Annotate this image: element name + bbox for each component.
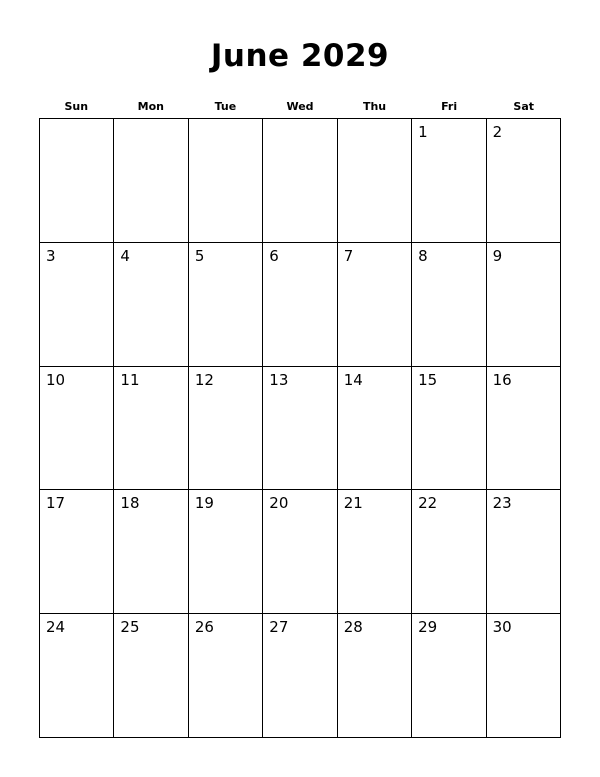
day-cell xyxy=(114,119,188,243)
day-number: 20 xyxy=(269,494,289,513)
day-cell xyxy=(487,243,561,367)
day-cell xyxy=(263,243,337,367)
day-cell xyxy=(487,490,561,614)
weekday-label: Thu xyxy=(362,100,387,113)
day-cell xyxy=(189,243,263,367)
day-cell xyxy=(487,119,561,243)
day-cell xyxy=(338,119,412,243)
calendar-grid xyxy=(39,118,561,738)
day-cell xyxy=(40,614,114,738)
day-number: 24 xyxy=(46,618,66,637)
day-number: 4 xyxy=(120,246,130,265)
day-number: 14 xyxy=(343,370,363,389)
weekday-label: Mon xyxy=(137,100,165,113)
day-cell xyxy=(40,243,114,367)
day-number: 28 xyxy=(343,618,363,637)
day-cell xyxy=(40,490,114,614)
weekday-label: Sun xyxy=(64,100,89,113)
day-cell xyxy=(338,367,412,491)
day-number: 18 xyxy=(120,494,140,513)
day-cell xyxy=(263,367,337,491)
day-cell xyxy=(189,119,263,243)
weekday-label: Fri xyxy=(441,100,458,113)
day-cell xyxy=(114,367,188,491)
day-number: 3 xyxy=(46,246,56,265)
day-number: 30 xyxy=(492,618,512,637)
day-cell xyxy=(487,367,561,491)
day-cell xyxy=(412,367,486,491)
day-number: 8 xyxy=(418,246,428,265)
weekday-label: Sat xyxy=(513,100,534,113)
day-number: 15 xyxy=(418,370,438,389)
weekday-label: Tue xyxy=(214,100,237,113)
day-number: 13 xyxy=(269,370,289,389)
day-cell xyxy=(263,614,337,738)
day-number: 2 xyxy=(492,123,503,141)
day-cell xyxy=(412,119,486,243)
day-number: 6 xyxy=(269,246,279,265)
day-number: 25 xyxy=(120,618,140,637)
day-number: 21 xyxy=(343,494,363,513)
day-number: 7 xyxy=(343,246,354,265)
day-number: 5 xyxy=(194,246,205,265)
day-cell xyxy=(338,614,412,738)
day-cell xyxy=(412,243,486,367)
day-cell xyxy=(114,243,188,367)
day-number: 10 xyxy=(46,370,66,389)
day-cell xyxy=(263,490,337,614)
day-number: 22 xyxy=(418,494,438,513)
day-cell xyxy=(412,614,486,738)
day-number: 23 xyxy=(492,494,512,513)
day-cell xyxy=(189,490,263,614)
calendar-title: June 2029 xyxy=(210,38,390,74)
day-cell xyxy=(40,367,114,491)
day-cell xyxy=(189,367,263,491)
day-cell xyxy=(40,119,114,243)
day-cell xyxy=(338,243,412,367)
day-cell xyxy=(189,614,263,738)
day-number: 12 xyxy=(194,370,214,389)
day-number: 1 xyxy=(418,123,428,141)
day-number: 17 xyxy=(46,494,66,513)
day-cell xyxy=(114,490,188,614)
day-cell xyxy=(338,490,412,614)
day-number: 9 xyxy=(492,246,503,265)
day-cell xyxy=(114,614,188,738)
day-number: 16 xyxy=(492,370,512,389)
day-number: 27 xyxy=(269,618,289,637)
day-number: 29 xyxy=(418,618,438,637)
weekday-label: Wed xyxy=(286,100,314,113)
day-number: 19 xyxy=(194,494,214,513)
day-number: 26 xyxy=(194,618,214,637)
day-cell xyxy=(263,119,337,243)
day-number: 11 xyxy=(120,370,140,389)
day-cell xyxy=(412,490,486,614)
day-cell xyxy=(487,614,561,738)
weekday-header-row xyxy=(39,98,561,116)
